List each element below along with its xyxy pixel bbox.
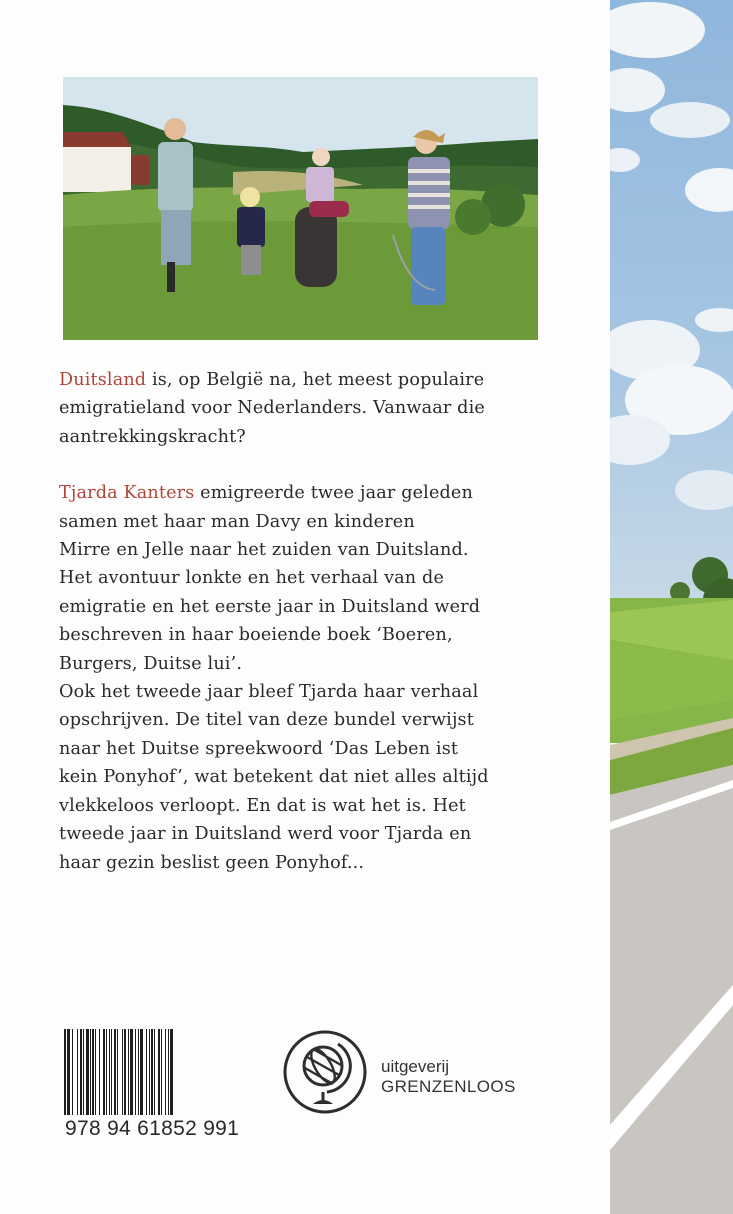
blurb-line: Mirre en Jelle naar het zuiden van Duitsland. — [59, 540, 469, 561]
blurb-line: naar het Duitse spreekwoord ‘Das Leben ist — [59, 738, 459, 759]
barcode-bar — [173, 1029, 174, 1115]
barcode — [55, 1020, 255, 1148]
blurb-line: Het avontuur lonkte en het verhaal van de — [59, 568, 444, 589]
blurb-line — [59, 366, 559, 394]
blurb-line: emigratie en het eerste jaar in Duitsland werd — [59, 596, 481, 617]
isbn-number: 978 94 61852 991 — [65, 1117, 240, 1140]
barcode-bars — [64, 1029, 250, 1115]
family-photo-illustration — [63, 77, 538, 340]
spine-photo — [610, 0, 733, 1214]
blurb-line: kein Ponyhof’, wat betekent dat niet alles altijd — [59, 767, 489, 788]
blurb-line: samen met haar man Davy en kinderen — [59, 511, 415, 532]
blurb-line: vlekkeloos verloopt. En dat is wat het is. Het — [59, 795, 466, 816]
blurb-line: beschreven in haar boeiende boek ‘Boeren, — [59, 625, 453, 646]
blurb-line: tweede jaar in Duitsland werd voor Tjarda en — [59, 824, 472, 845]
spine-landscape-illustration — [610, 0, 733, 1214]
author-highlight: Tjarda Kanters — [59, 483, 195, 504]
publisher-logo — [283, 1030, 543, 1120]
blurb-line: aantrekkingskracht? — [59, 426, 246, 447]
blurb-paragraph-intro — [59, 366, 559, 451]
publisher-label: uitgeverij — [381, 1057, 450, 1076]
blurb-line: opschrijven. De titel van deze bundel verwijst — [59, 710, 474, 731]
publisher-name: GRENZENLOOS — [381, 1077, 516, 1096]
blurb-paragraph-author — [59, 479, 559, 877]
blurb-text — [59, 366, 559, 877]
blurb-line: Burgers, Duitse lui’. — [59, 653, 243, 674]
globe-icon — [283, 1030, 367, 1114]
blurb-line: emigratieland voor Nederlanders. Vanwaar die — [59, 398, 485, 419]
blurb-line: Ook het tweede jaar bleef Tjarda haar verhaal — [59, 682, 479, 703]
blurb-line-text: emigreerde twee jaar geleden — [194, 483, 473, 504]
family-photo — [63, 77, 538, 340]
blurb-line — [59, 479, 559, 507]
country-highlight: Duitsland — [59, 370, 147, 390]
blurb-line-text: is, op België na, het meest populaire — [146, 370, 485, 390]
blurb-line: haar gezin beslist geen Ponyhof... — [59, 852, 365, 873]
